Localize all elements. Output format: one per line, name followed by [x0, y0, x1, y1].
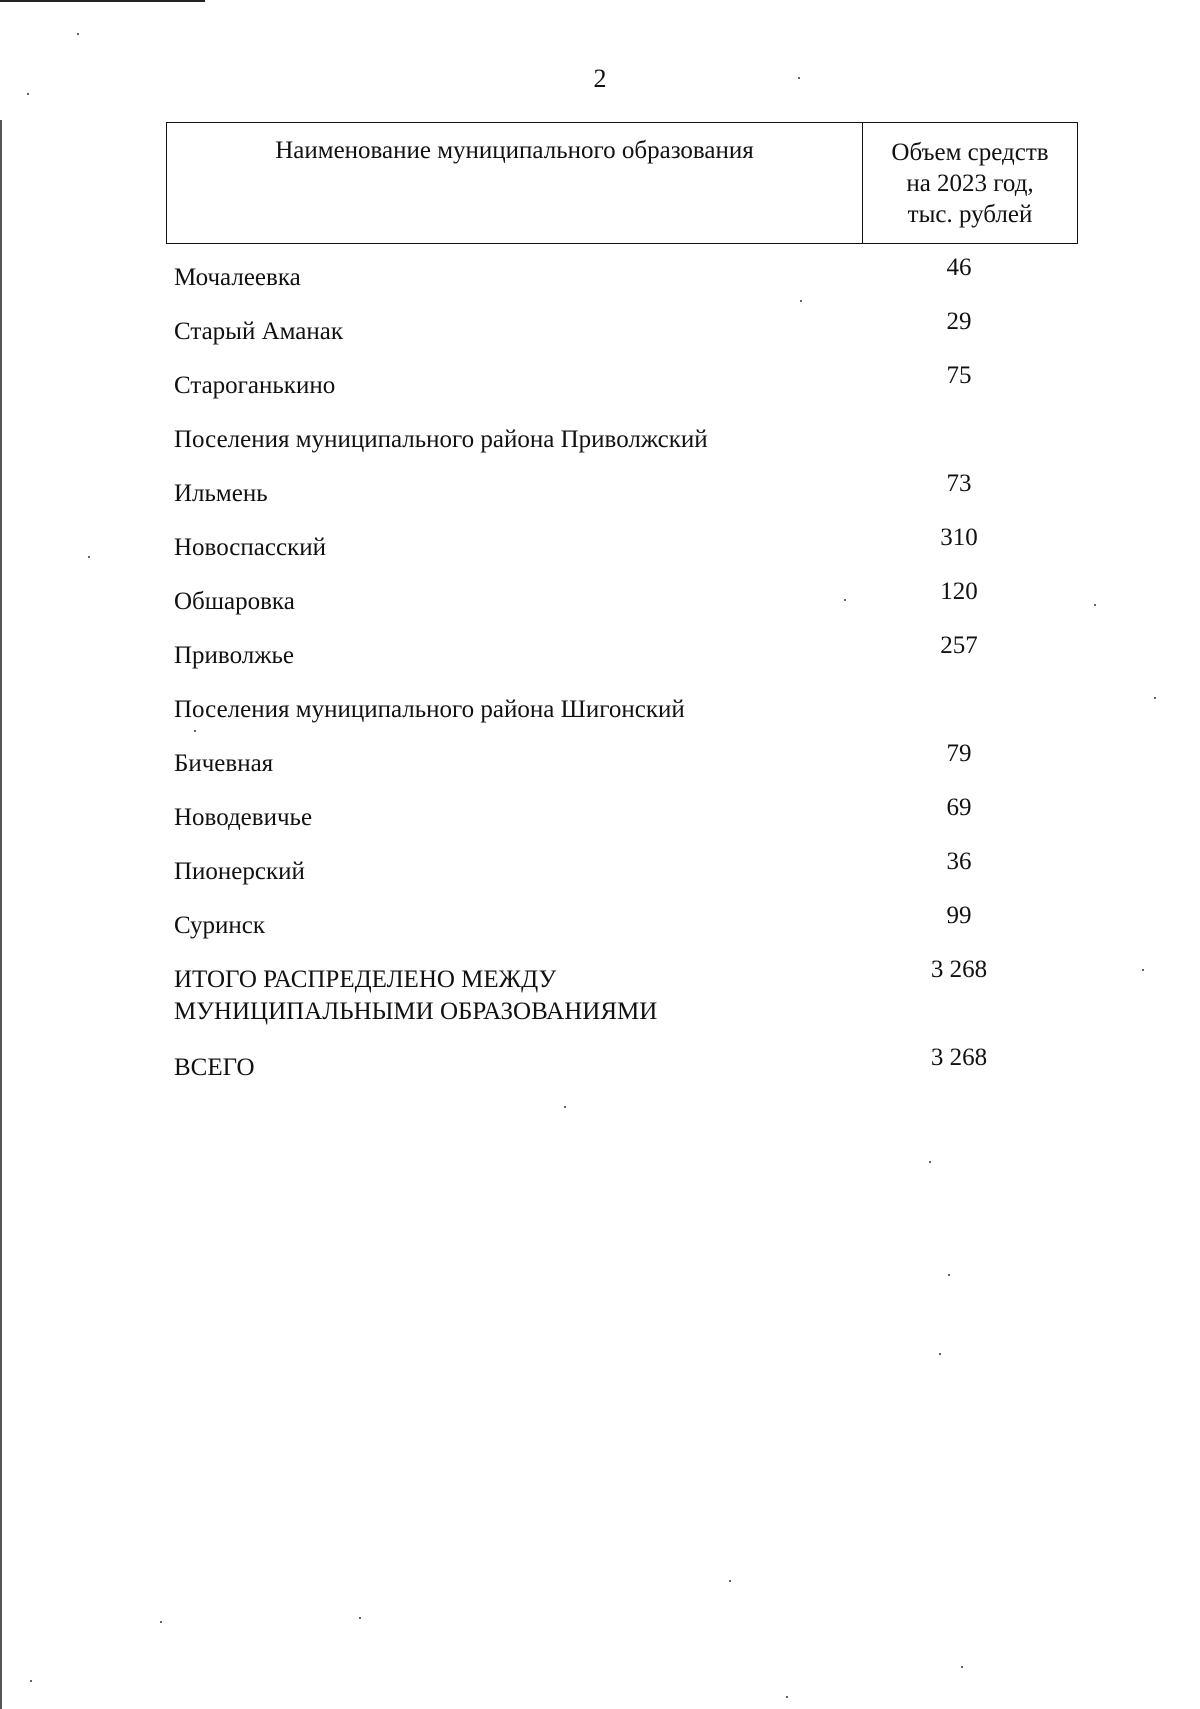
- table-row: [174, 308, 1074, 362]
- total-distributed-row: [174, 956, 1074, 1044]
- column-header-name: Наименование муниципального образования: [167, 123, 863, 243]
- total-amount: 3 268: [930, 1044, 988, 1071]
- row-name: Пионерский: [174, 858, 305, 885]
- scan-speck: [786, 1696, 788, 1698]
- column-header-amount: [863, 123, 1077, 243]
- scan-edge-left: [0, 120, 2, 1709]
- scan-speck: [88, 556, 90, 558]
- table-group-row: [174, 416, 1074, 470]
- scan-speck: [800, 300, 802, 302]
- row-amount: 75: [946, 362, 972, 389]
- row-amount: 36: [946, 848, 972, 875]
- scan-speck: [939, 1353, 941, 1355]
- scan-edge-top: [0, 0, 205, 2]
- column-header-amount-line3: тыс. рублей: [907, 201, 1033, 228]
- table-row: [174, 362, 1074, 416]
- scan-speck: [844, 599, 846, 601]
- total-row: [174, 1044, 1074, 1098]
- row-amount: 310: [940, 524, 978, 551]
- table-row: [174, 254, 1074, 308]
- scan-speck: [929, 1161, 931, 1163]
- row-name: Мочалеевка: [174, 264, 301, 291]
- scan-speck: [77, 33, 79, 35]
- row-amount: 99: [946, 902, 972, 929]
- scan-speck: [27, 93, 29, 95]
- scan-speck: [798, 77, 800, 79]
- total-distributed-amount: 3 268: [930, 956, 988, 983]
- total-distributed-label: [174, 964, 854, 1028]
- page-number: 2: [593, 64, 607, 93]
- table-row: [174, 794, 1074, 848]
- table-row: [174, 470, 1074, 524]
- scan-speck: [194, 730, 196, 732]
- row-name: Новодевичье: [174, 804, 313, 831]
- row-name: Ильмень: [174, 480, 268, 507]
- row-amount: 29: [946, 308, 972, 335]
- row-name: Суринск: [174, 912, 266, 939]
- scan-speck: [729, 1580, 731, 1582]
- scan-speck: [961, 1666, 963, 1668]
- table-row: [174, 848, 1074, 902]
- group-name: Поселения муниципального района Шигонский: [174, 696, 685, 723]
- table-row: [174, 902, 1074, 956]
- table-body: [174, 254, 1074, 1098]
- row-amount: 46: [946, 254, 972, 281]
- row-name: Новоспасский: [174, 534, 326, 561]
- row-amount: 69: [946, 794, 972, 821]
- group-name: Поселения муниципального района Приволжский: [174, 426, 708, 453]
- scan-speck: [1094, 604, 1096, 606]
- total-label: ВСЕГО: [174, 1054, 255, 1081]
- scan-speck: [564, 1106, 566, 1108]
- table-row: [174, 524, 1074, 578]
- table-group-row: [174, 686, 1074, 740]
- scan-speck: [30, 1680, 32, 1682]
- row-name: Бичевная: [174, 750, 274, 777]
- scan-speck: [1154, 697, 1156, 699]
- scan-speck: [359, 1617, 361, 1619]
- column-header-amount-line1: Объем средств: [891, 139, 1049, 166]
- column-header-amount-line2: на 2023 год,: [906, 170, 1034, 197]
- row-amount: 73: [946, 470, 972, 497]
- row-amount: 257: [940, 632, 978, 659]
- scan-speck: [160, 1621, 162, 1623]
- table-row: [174, 632, 1074, 686]
- scan-speck: [1142, 969, 1144, 971]
- table-row: [174, 740, 1074, 794]
- row-amount: 79: [946, 740, 972, 767]
- total-distributed-label-line1: ИТОГО РАСПРЕДЕЛЕНО МЕЖДУ: [174, 966, 557, 993]
- scan-speck: [948, 1274, 950, 1276]
- row-name: Старый Аманак: [174, 318, 344, 345]
- row-name: Приволжье: [174, 642, 294, 669]
- row-amount: 120: [940, 578, 978, 605]
- row-name: Староганькино: [174, 372, 336, 399]
- table-header: [166, 122, 1078, 244]
- total-distributed-label-line2: МУНИЦИПАЛЬНЫМИ ОБРАЗОВАНИЯМИ: [174, 998, 658, 1025]
- table-row: [174, 578, 1074, 632]
- row-name: Обшаровка: [174, 588, 295, 615]
